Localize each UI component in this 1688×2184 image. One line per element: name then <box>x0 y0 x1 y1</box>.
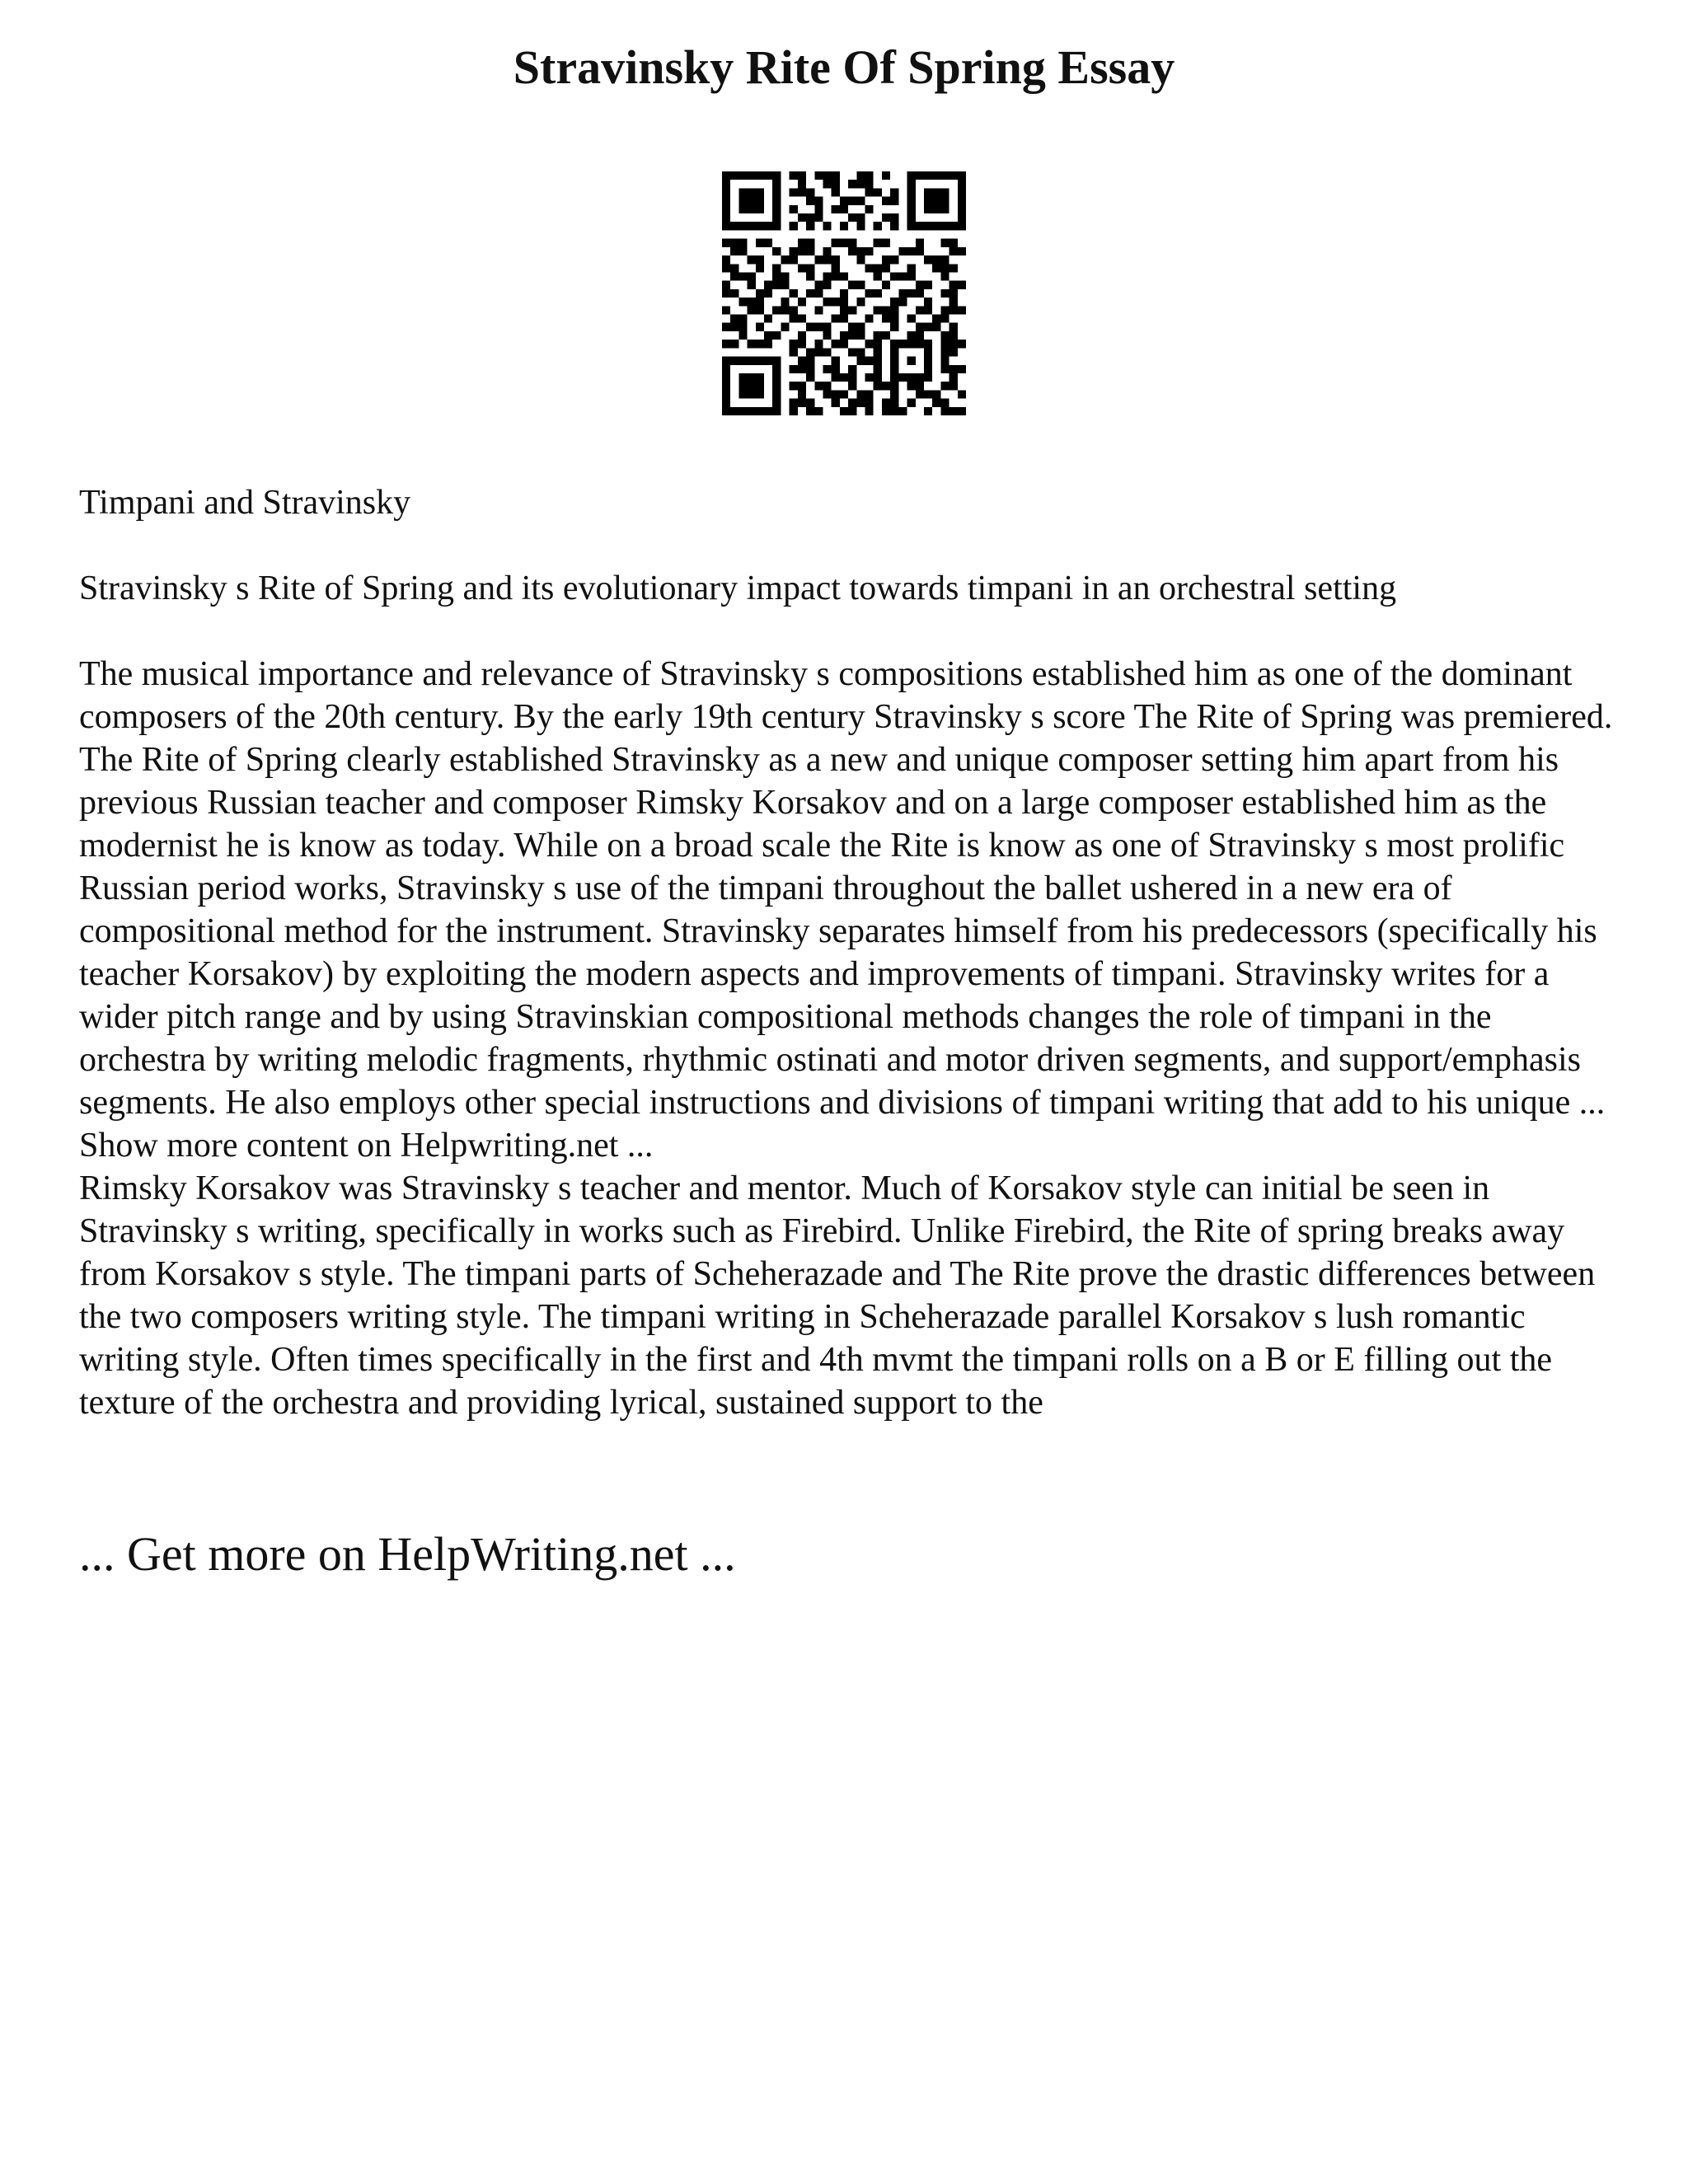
essay-subheading: Stravinsky s Rite of Spring and its evolutionary impact towards timpani in an orchestral setting <box>79 569 1397 607</box>
get-more-link[interactable]: ... Get more on HelpWriting.net ... <box>79 1527 736 1581</box>
document-title: Stravinsky Rite Of Spring Essay <box>513 40 1175 94</box>
qr-code-graphic <box>722 171 966 415</box>
essay-paragraph-2: Rimsky Korsakov was Stravinsky s teacher and mentor. Much of Korsakov style can initial be seen in Stravinsky s writing, specifically in works such as Firebird. Unlike Firebird, the Rite of spring breaks away from Korsakov s style. The timpani parts of Scheherazade and The Rite prove the drastic differences between the two composers writing style. The timpani writing in Scheherazade parallel Korsakov s lush romantic writing style. Often times specifically in the first and 4th mvmt the timpani rolls on a B or E filling out the texture of the orchestra and providing lyrical, sustained support to the <box>79 1169 1596 1422</box>
essay-paragraph-1: The musical importance and relevance of Stravinsky s compositions established him as one of the dominant composers of the 20th century. By the early 19th century Stravinsky s score The Rite of Spring was premiered. The Rite of Spring clearly established Stravinsky as a new and unique composer setting him apart from his previous Russian teacher and composer Rimsky Korsakov and on a large composer established him as the modernist he is know as today. While on a broad scale the Rite is know as one of Stravinsky s most prolific Russian period works, Stravinsky s use of the timpani throughout the ballet ushered in a new era of compositional method for the instrument. Stravinsky separates himself from his predecessors (specifically his teacher Korsakov) by exploiting the modern aspects and improvements of timpani. Stravinsky writes for a wider pitch range and by using Stravinskian compositional methods changes the role of timpani in the orchestra by writing melodic fragments, rhythmic ostinati and motor driven segments, and support/emphasis segments. He also employs other special instructions and divisions of timpani writing that add to his unique ... Show more content on Helpwriting.net ... <box>79 655 1613 1165</box>
essay-body <box>79 481 1620 1424</box>
essay-subtitle: Timpani and Stravinsky <box>79 484 411 522</box>
qr-code-icon <box>722 171 966 415</box>
